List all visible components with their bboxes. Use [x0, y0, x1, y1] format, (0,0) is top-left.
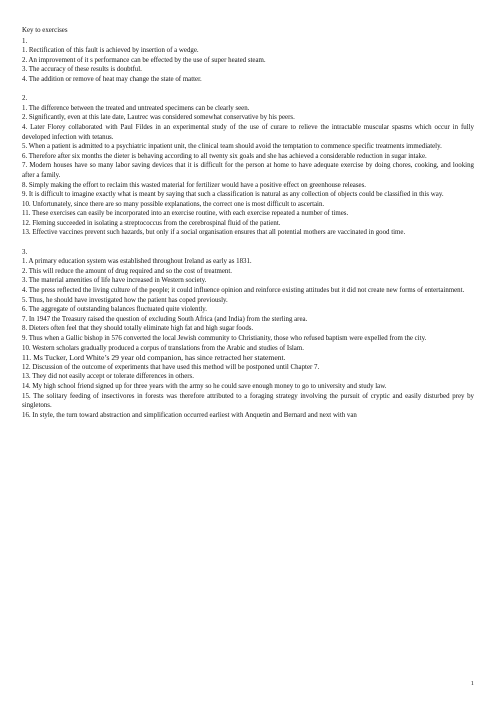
exercise-item: 9. It is difficult to imagine exactly what is meant by saying that such a classification is natural as any collection of objects could be classified in this way.	[22, 191, 444, 199]
exercise-item: 8. Dieters often feel that they should totally eliminate high fat and high sugar foods.	[22, 325, 254, 333]
exercise-item: 12. Fleming succeeded in isolating a streptococcus from the cerebrospinal fluid of the patient.	[22, 219, 281, 227]
document-title: Key to exercises	[22, 27, 68, 34]
section-2	[22, 94, 474, 238]
exercise-item: 10. Unfortunately, since there are so many possible explanations, the correct one is most difficult to ascertain.	[22, 200, 325, 208]
exercise-item: 5. When a patient is admitted to a psychiatric inpatient unit, the clinical team should avoid the temptation to commence specific treatments immediately.	[22, 143, 442, 151]
page-number: 1	[470, 680, 474, 687]
exercise-item: 12. Discussion of the outcome of experiments that have used this method will be postponed until Chapter 7.	[22, 363, 320, 371]
exercise-item: 3. The accuracy of these results is doubtful.	[22, 66, 142, 74]
exercise-item: 16. In style, the turn toward abstraction and simplification occurred earliest with Anquetin and Bernard and next with van	[22, 411, 357, 419]
document-body	[22, 26, 474, 420]
exercise-item: 4. Later Florey collaborated with Paul Fildes in an experimental study of the use of curare to relieve the intractable muscular spasms which occur in fully developed infection with tetanus.	[22, 123, 474, 141]
exercise-item: 11. These exercises can easily be incorporated into an exercise routine, with each exercise repeated a number of times.	[22, 210, 349, 218]
exercise-item: 6. The aggregate of outstanding balances fluctuated quite violently.	[22, 306, 208, 314]
exercise-item: 7. Modern houses have so many labor saving devices that it is difficult for the person at home to have adequate exercise by doing chores, cooking, and looking after a family.	[22, 162, 474, 179]
exercise-item: 4. The press reflected the living culture of the people; it could influence opinion and reinforce existing attitudes but it did not create new forms of entertainment.	[22, 287, 465, 295]
exercise-item: 1. A primary education system was established throughout Ireland as early as 1831.	[22, 258, 252, 266]
exercise-item: 14. My high school friend signed up for three years with the army so he could save enough money to go to university and study law.	[22, 382, 387, 390]
section-number: 2.	[22, 95, 28, 103]
exercise-item: 3. The material amenities of life have increased in Western society.	[22, 277, 207, 285]
exercise-item: 4. The addition or remove of heat may change the state of matter.	[22, 75, 202, 83]
exercise-item: 1. The difference between the treated and untreated specimens can be clearly seen.	[22, 104, 250, 112]
exercise-item: 8. Simply making the effort to reclaim this wasted material for fertilizer would have a positive effect on greenhouse releases.	[22, 181, 366, 189]
section-1	[22, 37, 474, 85]
exercise-item: 11. Ms Tucker, Lord White’s 29 year old companion, has since retracted her statement.	[22, 353, 286, 363]
exercise-item: 7. In 1947 the Treasury raised the question of excluding South Africa (and India) from the sterling area.	[22, 315, 308, 323]
exercise-item: 10. Western scholars gradually produced a corpus of translations from the Arabic and studies of Islam.	[22, 344, 304, 352]
exercise-item: 2. Significantly, even at this late date, Lautrec was considered somewhat conservative by his peers.	[22, 114, 295, 122]
exercise-item: 6. Therefore after six months the dieter is behaving according to all twenty six goals and she has achieved a considerable reduction in sugar intake.	[22, 152, 427, 160]
exercise-item: 15. The solitary feeding of insectivores in forests was therefore attributed to a foraging strategy involving the pursuit of cryptic and easily disturbed prey by singletons.	[22, 392, 474, 410]
exercise-item: 1. Rectification of this fault is achieved by insertion of a wedge.	[22, 47, 199, 55]
section-number: 3.	[22, 248, 28, 256]
exercise-item: 13. They did not easily accept or tolerate differences in others.	[22, 373, 194, 381]
section-3	[22, 248, 474, 421]
exercise-item: 13. Effective vaccines prevent such hazards, but only if a social organisation ensures that all potential mothers are vaccinated in good time.	[22, 229, 406, 237]
exercise-item: 2. This will reduce the amount of drug required and so the cost of treatment.	[22, 267, 232, 275]
section-number: 1.	[22, 37, 28, 45]
exercise-item: 2. An improvement of it s performance can be effected by the use of super heated steam.	[22, 56, 266, 64]
exercise-item: 9. Thus when a Gallic bishop in 576 converted the local Jewish community to Christianity, those who refused baptism were expelled from the city.	[22, 335, 427, 342]
exercise-item: 5. Thus, he should have investigated how the patient has coped previously.	[22, 296, 228, 304]
